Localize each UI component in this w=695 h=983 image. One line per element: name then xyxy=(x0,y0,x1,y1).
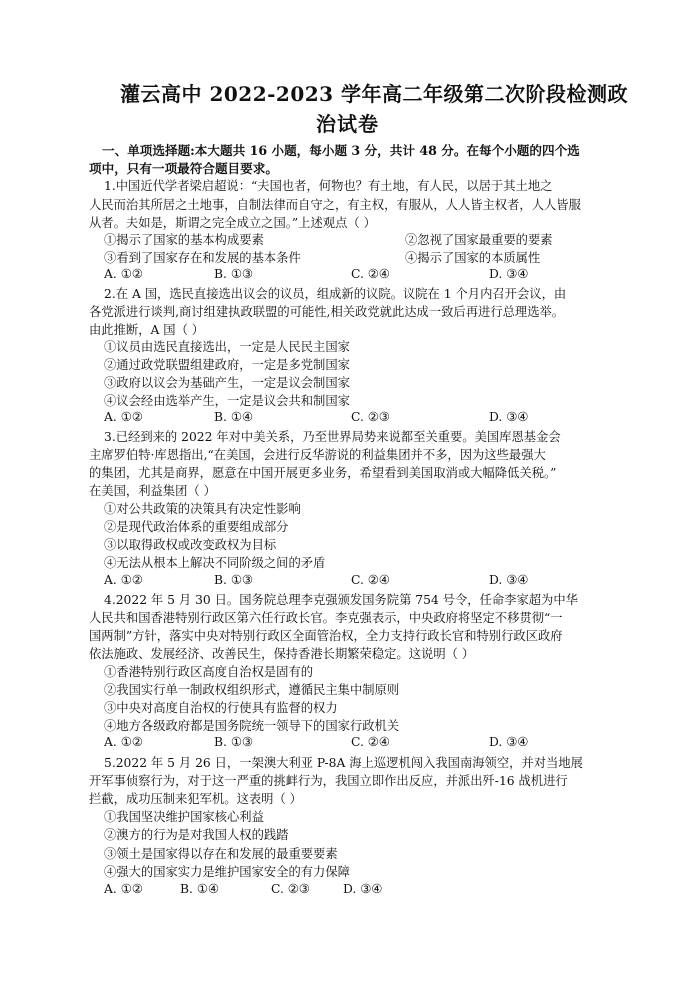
question-2-option-3: ③政府以议会为基础产生，一定是议会制国家 xyxy=(104,376,350,390)
question-3-option-3: ③以取得政权或改变政权为目标 xyxy=(104,538,277,552)
question-3-stem-line1: 3.已经到来的 2022 年对中美关系，乃至世界局势来说都至关重要。美国库恩基金会 xyxy=(104,430,561,444)
question-1-option-1: ①揭示了国家的基本构成要素 xyxy=(104,233,264,247)
question-3-option-4: ④无法从根本上解决不同阶级之间的矛盾 xyxy=(104,556,326,570)
section-heading-line2: 项中，只有一项最符合题目要求。 xyxy=(89,161,278,176)
question-3-stem-line4: 在美国，利益集团（ ） xyxy=(89,484,216,498)
question-5-choice-c: C. ②③ xyxy=(271,882,310,896)
question-5-option-3: ③领土是国家得以存在和发展的最重要要素 xyxy=(104,847,338,861)
question-5-choice-a: A. ①② xyxy=(104,882,143,896)
question-2-choice-a: A. ①② xyxy=(104,410,143,424)
question-1-option-3: ③看到了国家存在和发展的基本条件 xyxy=(104,251,301,265)
question-3-stem-line3: 的集团，尤其是商界，愿意在中国开展更多业务，希望看到美国取消或大幅降低关税。” xyxy=(89,466,557,480)
question-4-option-2: ②我国实行单一制政权组织形式，遵循民主集中制原则 xyxy=(104,683,400,697)
question-3-stem-line2: 主席罗伯特·库恩指出,“在美国，会进行反华游说的利益集团并不多，因为这些最强大 xyxy=(89,448,546,462)
question-5-stem-line2: 开军事侦察行为，对于这一严重的挑衅行为，我国立即作出反应，并派出歼-16 战机进行 xyxy=(89,774,568,788)
question-1-choice-a: A. ①② xyxy=(104,267,143,281)
question-4-choice-c: C. ②④ xyxy=(351,735,390,749)
question-1-stem-line2: 人民而治其所居之土地事，自制法律而自守之，有主权，有服从，人人皆主权者，人人皆服 xyxy=(89,198,581,212)
question-2-stem-line3: 由此推断，A 国（ ） xyxy=(89,323,205,337)
question-3-option-2: ②是现代政治体系的重要组成部分 xyxy=(104,520,289,534)
question-4-stem-line4: 依法施政、发展经济、改善民生，保持香港长期繁荣稳定。这说明（ ） xyxy=(89,647,475,661)
question-5-option-2: ②澳方的行为是对我国人权的践踏 xyxy=(104,828,289,842)
question-1-choice-d: D. ③④ xyxy=(489,267,529,281)
question-1-stem-line1: 1.中国近代学者梁启超说：“夫国也者，何物也？有土地，有人民，以居于其土地之 xyxy=(104,179,553,193)
question-2-option-1: ①议员由选民直接选出，一定是人民民主国家 xyxy=(104,340,350,354)
question-5-option-4: ④强大的国家实力是维护国家安全的有力保障 xyxy=(104,865,350,879)
question-3-choice-b: B. ①③ xyxy=(214,573,253,587)
question-4-stem-line1: 4.2022 年 5 月 30 日。国务院总理李克强颁发国务院第 754 号令，任命李家超为中华 xyxy=(104,593,578,607)
question-4-option-4: ④地方各级政府都是国务院统一领导下的国家行政机关 xyxy=(104,719,400,733)
question-1-choice-b: B. ①③ xyxy=(214,267,253,281)
exam-title-line1: 灌云高中 2022-2023 学年高二年级第二次阶段检测政 xyxy=(120,82,629,106)
question-5-stem-line3: 拦截，成功压制来犯军机。这表明（ ） xyxy=(89,792,302,806)
question-2-option-4: ④议会经由选举产生，一定是议会共和制国家 xyxy=(104,394,350,408)
question-2-option-2: ②通过政党联盟组建政府，一定是多党制国家 xyxy=(104,358,350,372)
exam-title-line2: 治试卷 xyxy=(316,112,379,136)
question-4-option-1: ①香港特别行政区高度自治权是固有的 xyxy=(104,665,314,679)
question-3-choice-d: D. ③④ xyxy=(489,573,529,587)
question-2-stem-line1: 2.在 A 国，选民直接选出议会的议员，组成新的议院。议院在 1 个月内召开会议，由 xyxy=(104,287,567,301)
question-1-choice-c: C. ②④ xyxy=(351,267,390,281)
section-heading-line1: 一、单项选择题:本大题共 16 小题，每小题 3 分，共计 48 分。在每个小题的四个选 xyxy=(102,143,580,158)
question-4-choice-b: B. ①③ xyxy=(214,735,253,749)
question-4-option-3: ③中央对高度自治权的行使具有监督的权力 xyxy=(104,701,338,715)
question-5-option-1: ①我国坚决维护国家核心利益 xyxy=(104,810,264,824)
question-5-choice-b: B. ①④ xyxy=(180,882,219,896)
question-4-stem-line2: 人民共和国香港特别行政区第六任行政长官。李克强表示，中央政府将坚定不移贯彻“一 xyxy=(89,611,563,625)
question-2-choice-d: D. ③④ xyxy=(489,410,529,424)
question-5-stem-line1: 5.2022 年 5 月 26 日，一架澳大利亚 P-8A 海上巡逻机闯入我国南海领空，并对当地展 xyxy=(104,756,583,770)
question-4-choice-a: A. ①② xyxy=(104,735,143,749)
question-4-stem-line3: 国两制”方针，落实中央对特别行政区全面管治权，全力支持行政长官和特别行政区政府 xyxy=(89,629,563,643)
question-3-option-1: ①对公共政策的决策具有决定性影响 xyxy=(104,502,301,516)
question-1-stem-line3: 从者。夫如是，斯谓之完全成立之国。”上述观点（ ） xyxy=(89,216,376,230)
question-3-choice-a: A. ①② xyxy=(104,573,143,587)
question-2-choice-c: C. ②③ xyxy=(351,410,390,424)
question-2-choice-b: B. ①④ xyxy=(214,410,253,424)
question-2-stem-line2: 各党派进行谈判,商讨组建执政联盟的可能性,相关政党就此达成一致后再进行总理选举。 xyxy=(89,305,565,319)
question-1-option-4: ④揭示了国家的本质属性 xyxy=(405,251,541,265)
question-5-choice-d: D. ③④ xyxy=(343,882,383,896)
question-1-option-2: ②忽视了国家最重要的要素 xyxy=(405,233,553,247)
question-4-choice-d: D. ③④ xyxy=(489,735,529,749)
question-3-choice-c: C. ②④ xyxy=(351,573,390,587)
